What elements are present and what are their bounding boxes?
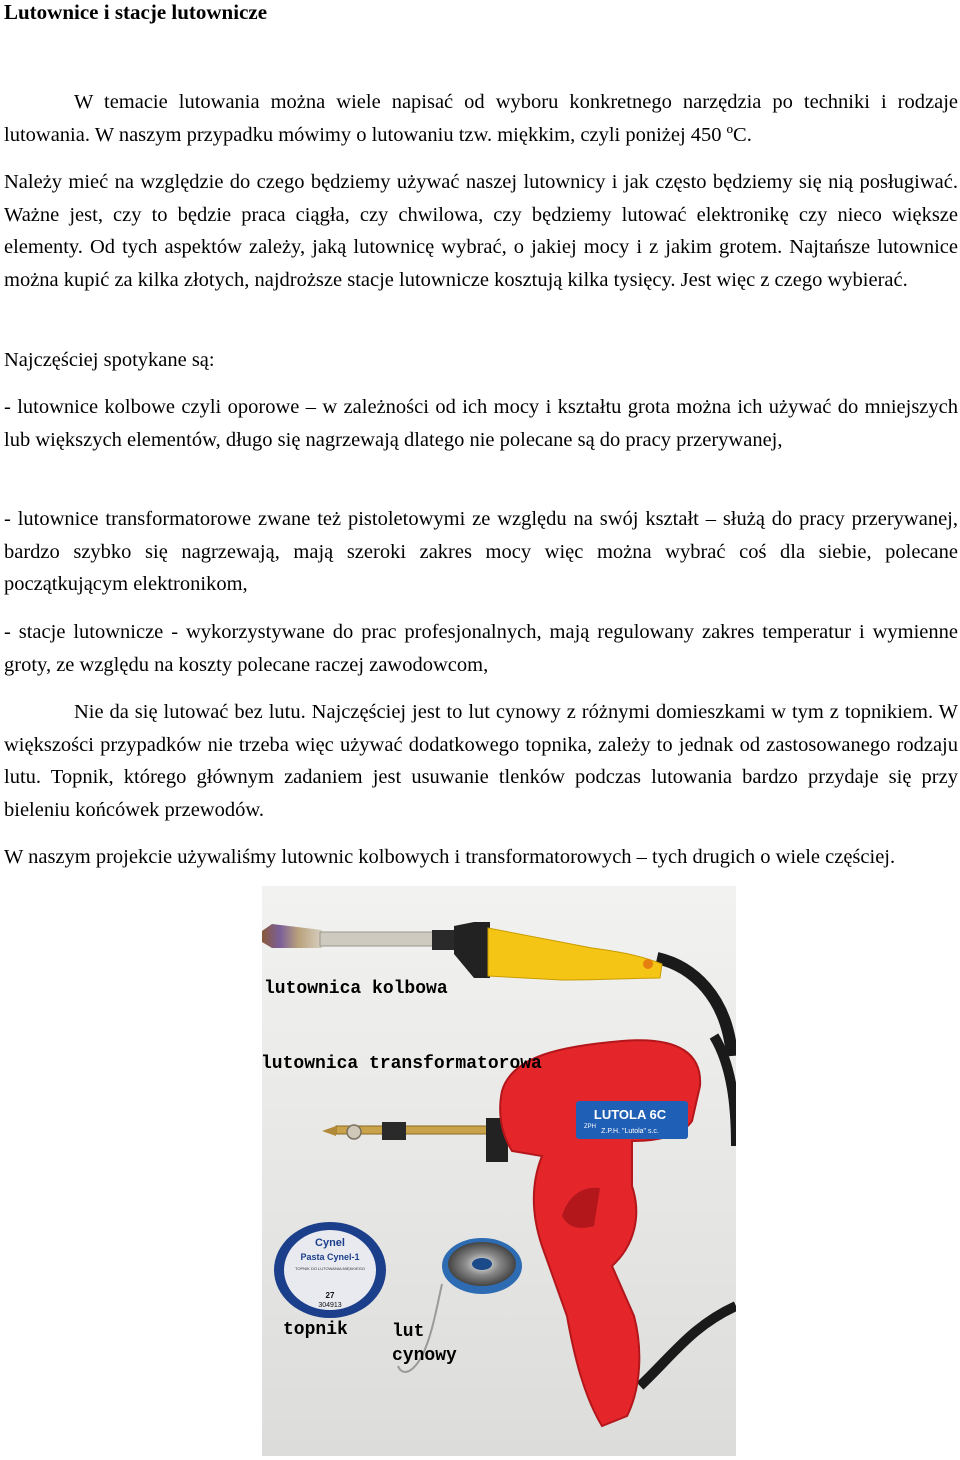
paragraph-project: W naszym projekcie używaliśmy lutownic kolbowych i transformatorowych – tych drugich o wiele częściej. xyxy=(4,846,896,868)
list-item-transformatorowe: - lutownice transformatorowe zwane też pistoletowymi ze względu na swój kształt – służą do pracy przerywanej, bardzo szybko się nagrzewają, mają szeroki zakres mocy więc można wybrać coś dla siebie, polecane początkującym elektronikom, xyxy=(4,508,958,595)
tools-photo-drawing xyxy=(262,886,736,1456)
list-item-stacje: - stacje lutownicze - wykorzystywane do prac profesjonalnych, mają regulowany zakres temperatur i wymienne groty, ze względu na koszty polecane raczej zawodowcom, xyxy=(4,621,958,676)
paragraph-choice: Należy mieć na względzie do czego będziemy używać naszej lutownicy i jak często będziemy się nią posługiwać. Ważne jest, czy to będzie praca ciągła, czy chwilowa, czy będziemy lutować elektronikę czy nieco większe elementy. Od tych aspektów zależy, jaką lutownicę wybrać, o jakiej mocy i z jakim grotem. Najtańsze lutownice można kupić za kilka złotych, najdroższe stacje lutownicze kosztują kilka tysięcy. Jest więc z czego wybierać. xyxy=(4,171,958,291)
paragraph-solder: Nie da się lutować bez lutu. Najczęściej jest to lut cynowy z różnymi domieszkami w tym z topnikiem. W większości przypadków nie trzeba więc używać dodatkowego topnika, zależy to jednak od zastosowanego rodzaju lutu. Topnik, którego głównym zadaniem jest usuwanie tlenków podczas lutowania bardzo przydaje się przy bieleniu końcówek przewodów. xyxy=(4,701,958,821)
tin-brand-text: Cynel xyxy=(315,1237,345,1249)
tools-photo xyxy=(262,886,736,1456)
gun-side-text: ZPH xyxy=(584,1124,596,1130)
tin-sub-text: TOPNIK DO LUTOWANIA MIĘKKIEGO xyxy=(295,1266,365,1271)
tin-number-text: 27 xyxy=(325,1291,335,1300)
gun-maker-text: Z.P.H. "Lutola" s.c. xyxy=(601,1128,659,1135)
label-lut-cynowy: lut cynowy xyxy=(392,1322,457,1366)
paragraph-intro: W temacie lutowania można wiele napisać od wyboru konkretnego narzędzia po techniki i rodzaje lutowania. W naszym przypadku mówimy o lutowaniu tzw. miękkim, czyli poniżej 450 ºC. xyxy=(4,91,958,146)
gun-brand-text: LUTOLA 6C xyxy=(593,1107,667,1122)
label-lutownica-kolbowa: lutownica kolbowa xyxy=(264,979,448,999)
list-item-kolbowe: - lutownice kolbowe czyli oporowe – w zależności od ich mocy i kształtu grota można ich używać do mniejszych lub większych elementów, długo się nagrzewają dlatego nie polecane są do pracy przerywanej, xyxy=(4,396,958,451)
paragraph-list-intro: Najczęściej spotykane są: xyxy=(4,349,215,371)
flux-tin xyxy=(274,1222,386,1318)
tin-product-text: Pasta Cynel-1 xyxy=(300,1252,360,1262)
label-topnik: topnik xyxy=(283,1320,348,1340)
page-title: Lutownice i stacje lutownicze xyxy=(4,0,268,24)
tin-code-text: 304913 xyxy=(318,1302,342,1309)
label-lutownica-transformatorowa: lutownica transformatorowa xyxy=(261,1054,542,1074)
